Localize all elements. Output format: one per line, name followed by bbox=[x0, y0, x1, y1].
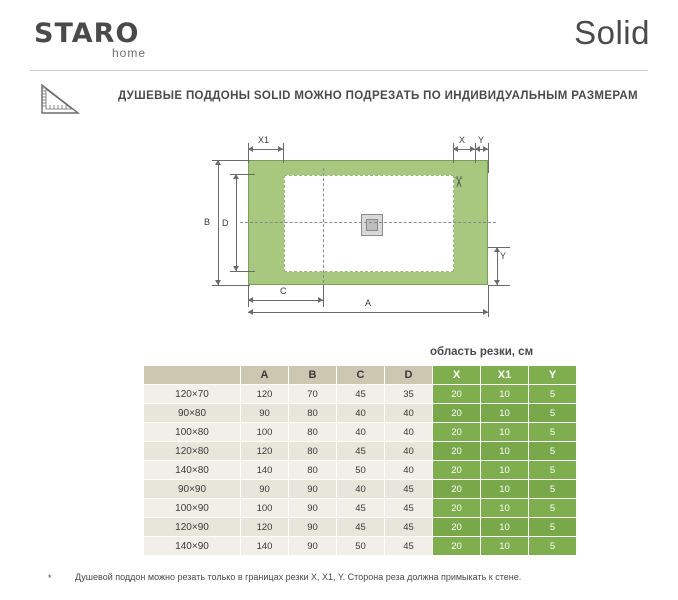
label-x-top: X bbox=[459, 135, 466, 145]
cell-x: 20 bbox=[433, 480, 481, 499]
ext-line-d-bottom bbox=[230, 271, 255, 272]
cell-d: 40 bbox=[385, 404, 433, 423]
cell-b: 90 bbox=[289, 480, 337, 499]
cell-b: 80 bbox=[289, 423, 337, 442]
ext-line-x1-right bbox=[283, 143, 284, 163]
cell-model: 120×90 bbox=[144, 518, 241, 537]
th-x1: X1 bbox=[481, 366, 529, 385]
label-x1-top: X1 bbox=[258, 135, 270, 145]
cell-a: 120 bbox=[241, 442, 289, 461]
cell-x1: 10 bbox=[481, 499, 529, 518]
dim-a-line bbox=[248, 312, 488, 313]
cell-c: 50 bbox=[337, 461, 385, 480]
label-b: B bbox=[204, 217, 211, 227]
cell-a: 120 bbox=[241, 385, 289, 404]
cell-x: 20 bbox=[433, 518, 481, 537]
dim-x1-arrow-left bbox=[248, 146, 253, 152]
cell-a: 140 bbox=[241, 461, 289, 480]
cell-y: 5 bbox=[529, 423, 577, 442]
cell-x: 20 bbox=[433, 385, 481, 404]
logo-subtext: home bbox=[111, 46, 146, 60]
dim-c-line bbox=[248, 300, 323, 301]
cell-d: 45 bbox=[385, 537, 433, 556]
dim-b-arrow-up bbox=[215, 160, 221, 165]
dim-a-arrow-right bbox=[483, 309, 488, 315]
logo-wordmark: STARO bbox=[34, 18, 140, 49]
cell-b: 90 bbox=[289, 537, 337, 556]
footnote-marker: * bbox=[48, 573, 52, 583]
th-d: D bbox=[385, 366, 433, 385]
cell-a: 100 bbox=[241, 499, 289, 518]
cell-c: 45 bbox=[337, 385, 385, 404]
cell-d: 45 bbox=[385, 499, 433, 518]
logo bbox=[34, 20, 224, 64]
cut-area-caption: область резки, см bbox=[430, 346, 534, 358]
cell-c: 40 bbox=[337, 423, 385, 442]
cell-y: 5 bbox=[529, 518, 577, 537]
cell-model: 120×80 bbox=[144, 442, 241, 461]
dim-x1-arrow-right bbox=[278, 146, 283, 152]
header-divider bbox=[30, 70, 648, 71]
dim-y-top-arrow-left bbox=[475, 146, 480, 152]
footnote-text: Душевой поддон можно резать только в границах резки X, X1, Y. Сторона реза должна примыкать к стене. bbox=[75, 572, 522, 582]
cell-c: 45 bbox=[337, 499, 385, 518]
cell-x: 20 bbox=[433, 404, 481, 423]
cell-c: 40 bbox=[337, 480, 385, 499]
triangle-ruler-icon bbox=[38, 82, 80, 116]
page-header bbox=[28, 14, 650, 64]
table-row bbox=[144, 461, 577, 480]
dim-c-arrow-left bbox=[248, 297, 253, 303]
ext-line-b-bottom bbox=[212, 285, 250, 286]
cell-c: 50 bbox=[337, 537, 385, 556]
table-row bbox=[144, 385, 577, 404]
dim-b-line bbox=[218, 160, 219, 285]
cell-y: 5 bbox=[529, 404, 577, 423]
cell-b: 90 bbox=[289, 518, 337, 537]
cell-b: 80 bbox=[289, 461, 337, 480]
table-row bbox=[144, 423, 577, 442]
cell-model: 90×80 bbox=[144, 404, 241, 423]
cell-c: 45 bbox=[337, 442, 385, 461]
cell-model: 90×90 bbox=[144, 480, 241, 499]
cell-c: 45 bbox=[337, 518, 385, 537]
cell-c: 40 bbox=[337, 404, 385, 423]
cell-b: 90 bbox=[289, 499, 337, 518]
cell-d: 35 bbox=[385, 385, 433, 404]
cell-d: 45 bbox=[385, 480, 433, 499]
table-row bbox=[144, 499, 577, 518]
ext-line-a-right bbox=[488, 285, 489, 317]
label-y-right: Y bbox=[500, 251, 507, 261]
cell-y: 5 bbox=[529, 537, 577, 556]
th-y: Y bbox=[529, 366, 577, 385]
cell-b: 80 bbox=[289, 404, 337, 423]
scissors-icon: ✂ bbox=[449, 175, 467, 189]
cell-d: 45 bbox=[385, 518, 433, 537]
dim-b-arrow-down bbox=[215, 280, 221, 285]
cell-x: 20 bbox=[433, 442, 481, 461]
ext-line-c-right bbox=[323, 285, 324, 307]
table-row bbox=[144, 442, 577, 461]
cell-x1: 10 bbox=[481, 461, 529, 480]
th-a: A bbox=[241, 366, 289, 385]
drain-icon bbox=[361, 214, 383, 236]
cell-x1: 10 bbox=[481, 404, 529, 423]
cell-y: 5 bbox=[529, 480, 577, 499]
th-b: B bbox=[289, 366, 337, 385]
cell-a: 120 bbox=[241, 518, 289, 537]
th-c: C bbox=[337, 366, 385, 385]
label-a: A bbox=[365, 298, 372, 308]
subtitle-row bbox=[30, 80, 648, 120]
th-x: X bbox=[433, 366, 481, 385]
cell-a: 90 bbox=[241, 404, 289, 423]
cell-d: 40 bbox=[385, 461, 433, 480]
page-title: Solid bbox=[574, 14, 650, 51]
cell-x1: 10 bbox=[481, 423, 529, 442]
cell-x: 20 bbox=[433, 423, 481, 442]
cell-x: 20 bbox=[433, 461, 481, 480]
cell-model: 100×80 bbox=[144, 423, 241, 442]
dim-a-arrow-left bbox=[248, 309, 253, 315]
th-model bbox=[144, 366, 241, 385]
table-row bbox=[144, 537, 577, 556]
dim-d-arrow-down bbox=[233, 266, 239, 271]
cell-x: 20 bbox=[433, 537, 481, 556]
cell-model: 100×90 bbox=[144, 499, 241, 518]
label-y-top: Y bbox=[478, 135, 485, 145]
label-d: D bbox=[222, 218, 229, 228]
dim-d-arrow-up bbox=[233, 174, 239, 179]
dim-y-right-arrow-down bbox=[494, 280, 500, 285]
footnote bbox=[48, 572, 648, 583]
ext-line-right bbox=[488, 143, 489, 173]
cell-a: 100 bbox=[241, 423, 289, 442]
label-c: C bbox=[280, 286, 287, 296]
cell-model: 120×70 bbox=[144, 385, 241, 404]
centerline-vertical bbox=[323, 168, 324, 283]
cell-y: 5 bbox=[529, 461, 577, 480]
centerline-horizontal bbox=[240, 222, 496, 223]
table-header-row bbox=[144, 366, 577, 385]
ext-line-y-right-bottom bbox=[488, 285, 510, 286]
dim-c-arrow-right bbox=[318, 297, 323, 303]
cell-model: 140×90 bbox=[144, 537, 241, 556]
cell-x1: 10 bbox=[481, 518, 529, 537]
cell-x1: 10 bbox=[481, 442, 529, 461]
cell-x1: 10 bbox=[481, 537, 529, 556]
cell-d: 40 bbox=[385, 442, 433, 461]
cell-y: 5 bbox=[529, 499, 577, 518]
cell-b: 80 bbox=[289, 442, 337, 461]
cell-x1: 10 bbox=[481, 480, 529, 499]
cell-b: 70 bbox=[289, 385, 337, 404]
dim-x-arrow-left bbox=[453, 146, 458, 152]
cell-model: 140×80 bbox=[144, 461, 241, 480]
tray-diagram bbox=[200, 135, 520, 330]
cell-y: 5 bbox=[529, 385, 577, 404]
cell-d: 40 bbox=[385, 423, 433, 442]
cell-x: 20 bbox=[433, 499, 481, 518]
cell-a: 140 bbox=[241, 537, 289, 556]
cell-x1: 10 bbox=[481, 385, 529, 404]
subtitle-text: ДУШЕВЫЕ ПОДДОНЫ SOLID МОЖНО ПОДРЕЗАТЬ ПО ИНДИВИДУАЛЬНЫМ РАЗМЕРАМ bbox=[118, 90, 638, 102]
table-row bbox=[144, 480, 577, 499]
dim-y-top-arrow-right bbox=[483, 146, 488, 152]
spec-table bbox=[143, 365, 577, 556]
dim-d-line bbox=[236, 174, 237, 271]
cell-a: 90 bbox=[241, 480, 289, 499]
table-row bbox=[144, 518, 577, 537]
ext-line-c-left bbox=[248, 285, 249, 307]
cell-y: 5 bbox=[529, 442, 577, 461]
table-row bbox=[144, 404, 577, 423]
